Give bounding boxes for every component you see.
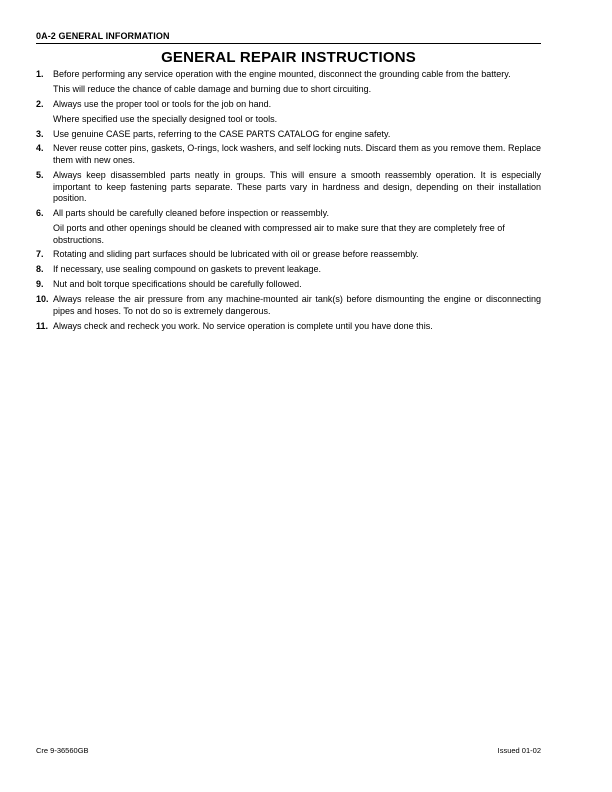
list-item: [36, 264, 541, 276]
list-item: [36, 208, 541, 246]
item-number: 1.: [36, 69, 44, 79]
item-number: 9.: [36, 279, 44, 290]
instruction-list: [36, 69, 541, 335]
item-text: Rotating and sliding part surfaces should be lubricated with oil or grease before reassembly.: [53, 249, 419, 260]
document-code: Cre 9-36560GB: [36, 746, 89, 755]
item-note: Oil ports and other openings should be cleaned with compressed air to make sure that they are completely free of obstructions.: [53, 222, 505, 245]
list-item: [36, 69, 541, 95]
item-number: 5.: [36, 169, 44, 180]
list-item: [36, 170, 541, 205]
list-item: [36, 249, 541, 261]
list-item: [36, 279, 541, 291]
item-text: Never reuse cotter pins, gaskets, O-rings, lock washers, and self locking nuts. Discard them as you remove them. Replace them with new ones.: [53, 143, 541, 166]
item-number: 7.: [36, 249, 44, 260]
item-text: Always use the proper tool or tools for the job on hand.: [53, 98, 272, 109]
item-text: Always keep disassembled parts neatly in groups. This will ensure a smooth reassembly operation. It is especially important to keep fastening parts separate. These parts vary in hardness and design, depending on their installation position.: [53, 169, 541, 204]
item-text: Nut and bolt torque specifications should be carefully followed.: [53, 279, 302, 290]
item-number: 3.: [36, 128, 44, 139]
list-item: [36, 321, 541, 333]
item-note: Where specified use the specially designed tool or tools.: [53, 113, 278, 124]
item-number: 8.: [36, 264, 44, 275]
item-text: Before performing any service operation with the engine mounted, disconnect the grounding cable from the battery.: [53, 69, 511, 79]
list-item: [36, 129, 541, 141]
page-header: 0A-2 GENERAL INFORMATION: [36, 31, 541, 44]
item-text: All parts should be carefully cleaned before inspection or reassembly.: [53, 208, 329, 219]
item-text: Always release the air pressure from any machine-mounted air tank(s) before dismounting the engine or disconnecting pipes and hoses. To not do so is extremely dangerous.: [53, 294, 541, 316]
item-number: 2.: [36, 98, 44, 109]
list-item: [36, 143, 541, 166]
item-number: 4.: [36, 143, 44, 154]
item-number: 10.: [36, 294, 49, 305]
item-note: This will reduce the chance of cable damage and burning due to short circuiting.: [53, 83, 372, 94]
item-text: Always check and recheck you work. No service operation is complete until you have done this.: [53, 320, 433, 331]
item-number: 11.: [36, 320, 49, 331]
issue-date: Issued 01-02: [497, 746, 541, 755]
item-text: Use genuine CASE parts, referring to the CASE PARTS CATALOG for engine safety.: [53, 128, 391, 139]
list-item: [36, 99, 541, 125]
list-item: [36, 294, 541, 317]
item-text: If necessary, use sealing compound on gaskets to prevent leakage.: [53, 264, 321, 275]
page-title: GENERAL REPAIR INSTRUCTIONS: [161, 49, 416, 66]
item-number: 6.: [36, 208, 44, 219]
